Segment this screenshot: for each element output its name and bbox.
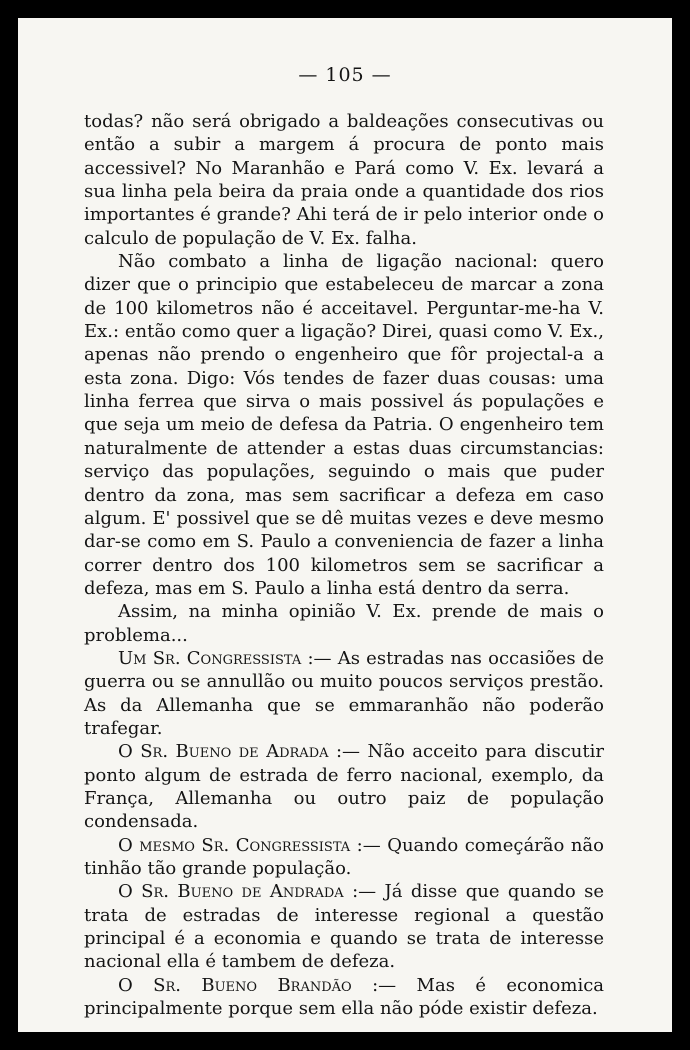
paragraph-text: :— Não acceito para discutir ponto algum de estrada de ferro nacional, exemplo, da França, Allemanha ou outro paiz de população condensada.: [84, 741, 604, 833]
paragraph-text: :— Já disse que quando se trata de estradas de interesse regional a questão principal é a economia e quando se trata de interesse nacional ella é tambem de defeza.: [84, 881, 604, 973]
paragraph: [84, 647, 604, 740]
paragraph: [84, 740, 604, 833]
page-number: — 105 —: [298, 64, 392, 86]
paragraph-text: Não combato a linha de ligação nacional: quero dizer que o principio que estabeleceu de marcar a zona de 100 kilometros não é acceitavel. Perguntar-me-ha V. Ex.: então como quer a ligação? Direi, quasi como V. Ex., apenas não prendo o engenheiro que fôr projectal-a a esta zona. Digo: Vós tendes de fazer duas cousas: uma linha ferrea que sirva o mais possivel ás populações e que seja um meio de defesa da Patria. O engenheiro tem naturalmente de attender a estas duas circumstancias: serviço das populações, seguindo o mais que puder dentro da zona, mas sem sacrificar a defeza em caso algum. E' possivel que se dê muitas vezes e deve mesmo dar-se como em S. Paulo a conveniencia de fazer a linha correr dentro dos 100 kilometros sem se sacrificar a defeza, mas em S. Paulo a linha está dentro da serra.: [84, 251, 604, 599]
paragraph-text: todas? não será obrigado a baldeações consecutivas ou então a subir a margem á procura de ponto mais accessivel? No Maranhão e Pará como V. Ex. levará a sua linha pela beira da praia onde a quantidade dos rios importantes é grande? Ahi terá de ir pelo interior onde o calculo de população de V. Ex. falha.: [84, 111, 604, 249]
body-text: [84, 110, 604, 1020]
speaker-name: O mesmo Sr. Congressista: [118, 834, 351, 856]
speaker-name: O Sr. Bueno de Andrada: [118, 881, 344, 903]
paragraph-text: :— As estradas nas occasiões de guerra ou se annullão ou muito poucos serviços prestão. As da Allemanha que se emmaranhão não poderão trafegar.: [84, 647, 604, 739]
paragraph: [84, 834, 604, 881]
paragraph: [84, 880, 604, 973]
speaker-name: Um Sr. Congressista: [118, 647, 302, 669]
paragraph: [84, 250, 604, 600]
paragraph: [84, 110, 604, 250]
book-page: [18, 18, 672, 1032]
paragraph-text: :— Mas é economica principalmente porque sem ella não póde existir defeza.: [84, 974, 605, 1020]
paragraph: [84, 600, 604, 647]
paragraph-text: :— Quando começárão não tinhão tão grande população.: [84, 834, 604, 879]
paragraph-text: Assim, na minha opinião V. Ex. prende de mais o problema...: [84, 601, 604, 646]
speaker-name: O Sr. Bueno de Adrada: [118, 741, 329, 763]
speaker-name: O Sr. Bueno Brandão: [118, 974, 352, 996]
paragraph: [84, 974, 604, 1021]
